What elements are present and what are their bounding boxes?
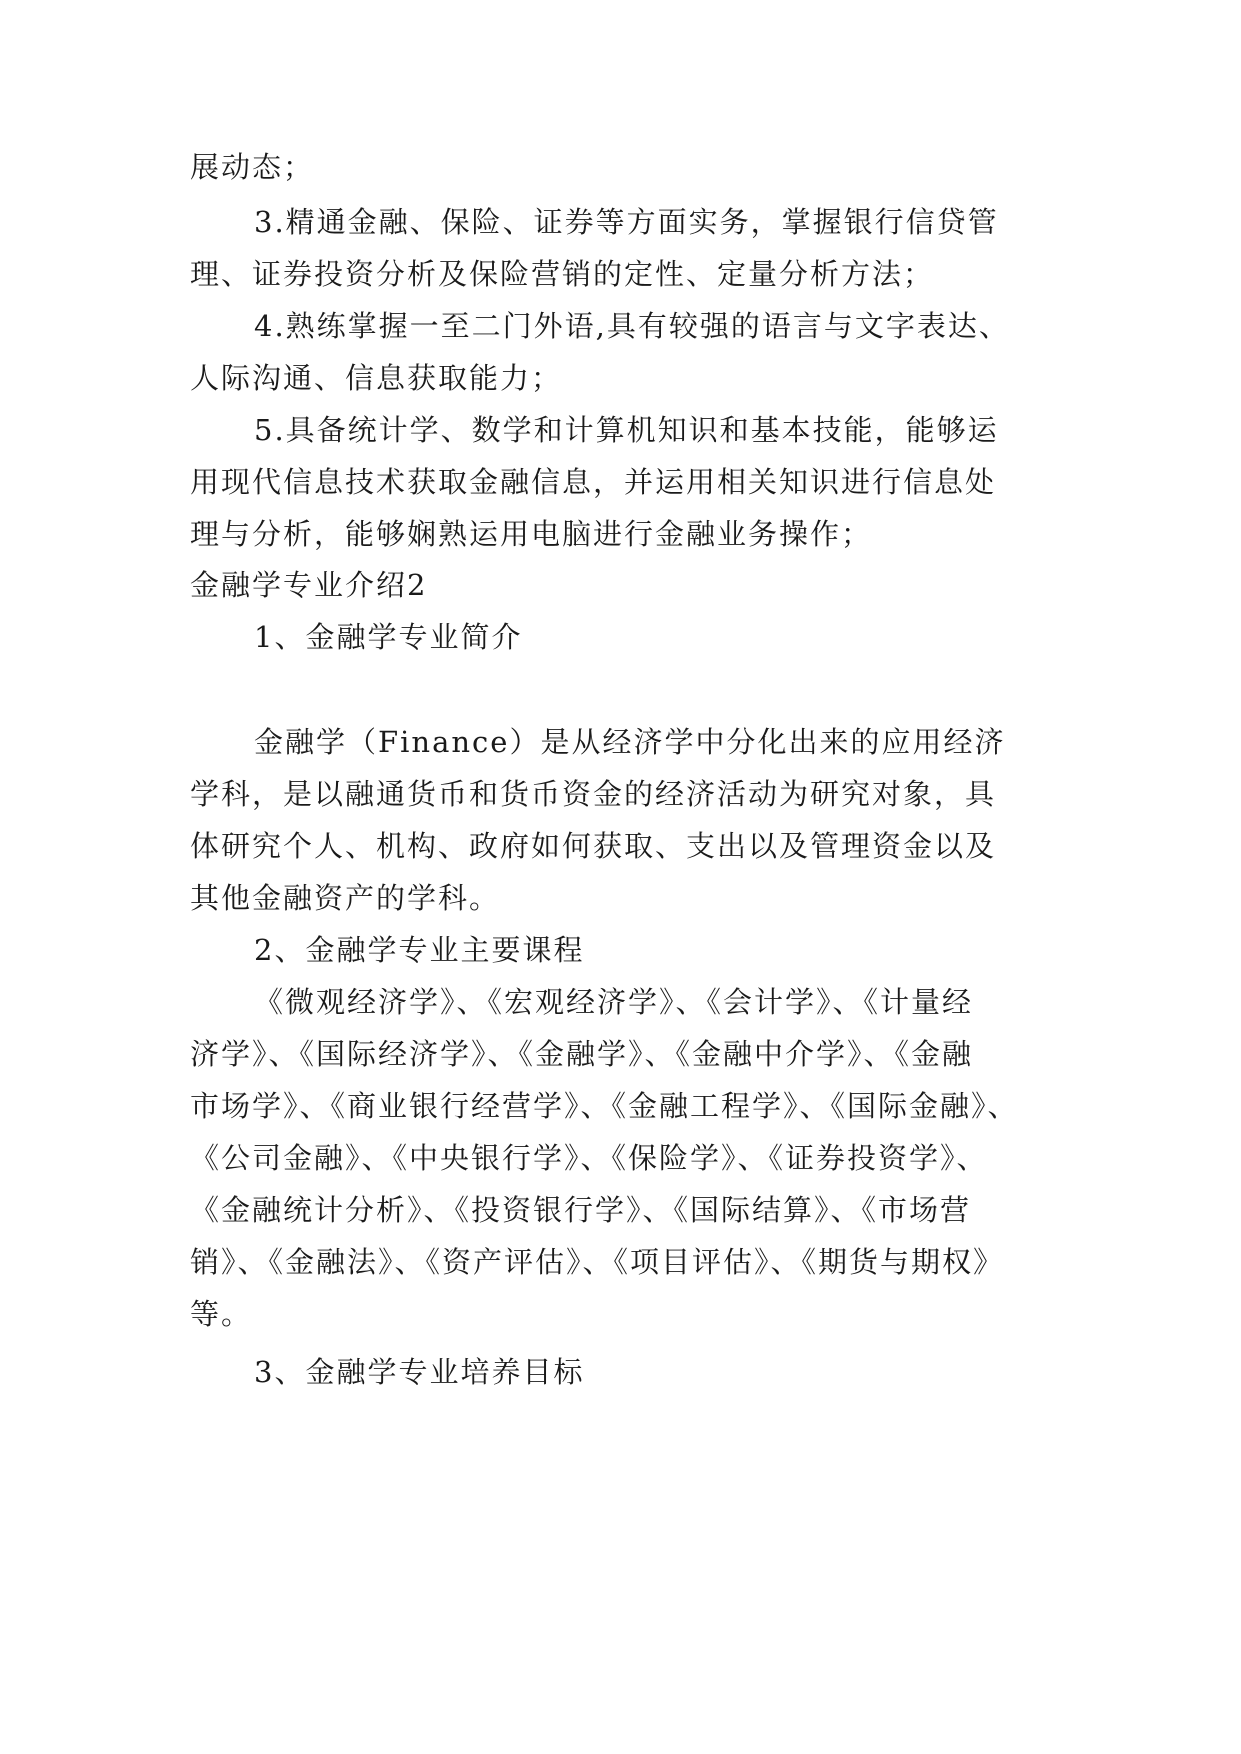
section-heading-3: 3、金融学专业培养目标	[254, 1355, 585, 1389]
section-heading-1: 1、金融学专业简介	[254, 620, 523, 654]
course-list-line: 济学》、《国际经济学》、《金融学》、《金融中介学》、《金融	[190, 1037, 974, 1071]
section-title: 金融学专业介绍2	[190, 568, 428, 602]
text-line: 理、证券投资分析及保险营销的定性、定量分析方法；	[190, 257, 935, 291]
text-line: 展动态；	[190, 150, 315, 184]
paragraph-line: 金融学（Finance）是从经济学中分化出来的应用经济	[254, 725, 1006, 759]
list-item-3: 3.精通金融、保险、证券等方面实务，掌握银行信贷管	[254, 205, 999, 239]
course-list-line: 《金融统计分析》、《投资银行学》、《国际结算》、《市场营	[190, 1193, 972, 1227]
text-line: 人际沟通、信息获取能力；	[190, 361, 563, 395]
course-list-line: 等。	[190, 1297, 253, 1331]
course-list-line: 《公司金融》、《中央银行学》、《保险学》、《证券投资学》、	[190, 1141, 988, 1175]
paragraph-line: 其他金融资产的学科。	[190, 881, 501, 915]
section-heading-2: 2、金融学专业主要课程	[254, 933, 585, 967]
course-list-line: 销》、《金融法》、《资产评估》、《项目评估》、《期货与期权》	[190, 1245, 1005, 1279]
course-list-line: 《微观经济学》、《宏观经济学》、《会计学》、《计量经	[254, 985, 974, 1019]
course-list-line: 市场学》、《商业银行经营学》、《金融工程学》、《国际金融》、	[190, 1089, 1019, 1123]
paragraph-line: 学科，是以融通货币和货币资金的经济活动为研究对象，具	[190, 777, 997, 811]
list-item-4: 4.熟练掌握一至二门外语,具有较强的语言与文字表达、	[254, 309, 1010, 343]
list-item-5: 5.具备统计学、数学和计算机知识和基本技能，能够运	[254, 413, 999, 447]
text-line: 理与分析，能够娴熟运用电脑进行金融业务操作；	[190, 517, 873, 551]
text-line: 用现代信息技术获取金融信息，并运用相关知识进行信息处	[190, 465, 997, 499]
paragraph-line: 体研究个人、机构、政府如何获取、支出以及管理资金以及	[190, 829, 997, 863]
